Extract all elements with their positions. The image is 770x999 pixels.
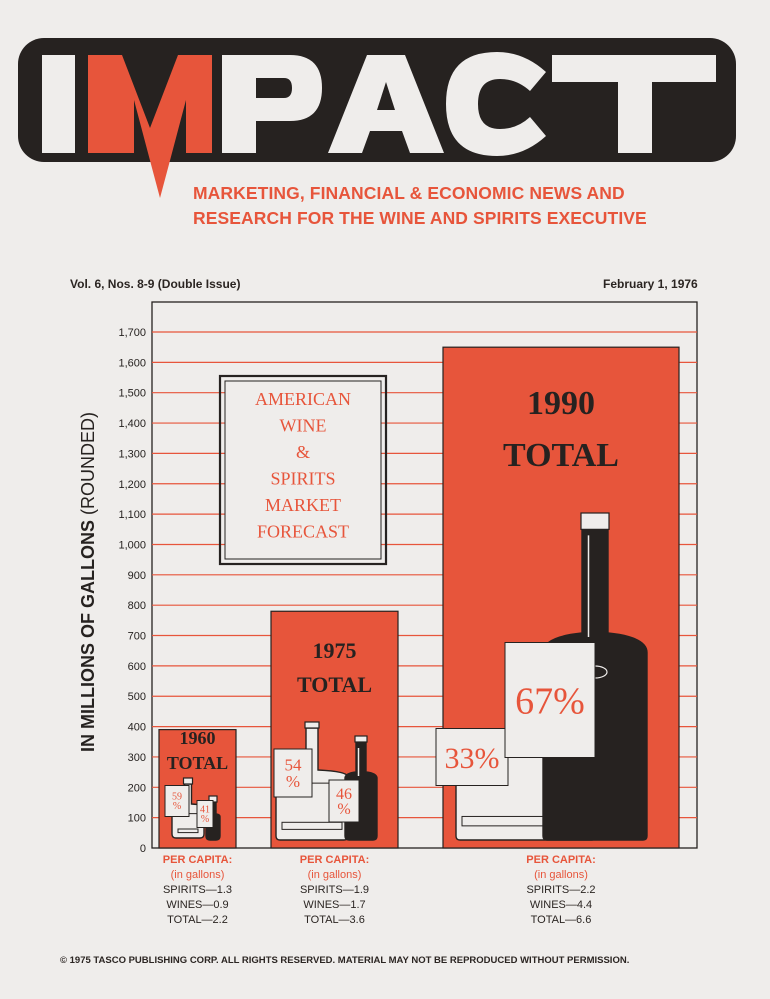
per-capita-wines: WINES—0.9	[166, 899, 229, 911]
per-capita-total: TOTAL—3.6	[304, 914, 365, 926]
bar-year-label: 1975	[312, 638, 357, 663]
y-tick-label: 1,400	[118, 418, 146, 431]
per-capita-1990	[501, 853, 621, 928]
bar-year-label: 1960	[179, 728, 216, 748]
wine-share-1990	[505, 643, 595, 758]
issue-number: Vol. 6, Nos. 8-9 (Double Issue)	[70, 277, 241, 291]
per-capita-total: TOTAL—2.2	[167, 914, 228, 926]
issue-date: February 1, 1976	[603, 277, 698, 291]
wine-share-1960-text: 41	[200, 804, 210, 816]
y-tick-label: 1,500	[118, 387, 146, 400]
chart-title-line: SPIRITS	[270, 468, 336, 489]
chart-title-box	[220, 376, 386, 564]
y-tick-label: 0	[139, 843, 146, 855]
wine-share-1990-text: 67%	[515, 680, 585, 723]
per-capita-total: TOTAL—6.6	[530, 914, 592, 926]
wine-share-1975	[329, 780, 359, 822]
wine-share-1960-text: %	[200, 814, 210, 826]
per-capita-wines: WINES—4.4	[529, 899, 593, 911]
spirits-bottle-1960-cap	[184, 778, 193, 784]
chart-title-line: FORECAST	[256, 521, 350, 542]
y-tick-label: 900	[127, 569, 146, 582]
y-tick-label: 500	[127, 691, 146, 704]
y-tick-label: 700	[127, 630, 146, 643]
per-capita-unit: (in gallons)	[534, 869, 588, 881]
per-capita-unit: (in gallons)	[307, 869, 362, 881]
bar-group-1990	[436, 347, 679, 848]
spirits-share-1975-text: %	[285, 771, 301, 791]
spirits-share-1960-text: 59	[172, 791, 182, 803]
per-capita-1975	[275, 853, 395, 928]
per-capita-spirits: SPIRITS—2.2	[526, 884, 596, 896]
copyright-footer: © 1975 TASCO PUBLISHING CORP. ALL RIGHTS RESERVED. MATERIAL MAY NOT BE REPRODUCED WITHOUT PERMISSION.	[60, 955, 630, 966]
y-tick-label: 400	[127, 721, 146, 734]
spirits-share-1990-text: 33%	[444, 741, 500, 775]
y-tick-label: 1,700	[118, 327, 146, 339]
y-tick-label: 800	[127, 600, 146, 613]
spirits-bottle-1975-cap	[305, 722, 319, 728]
bar-total-label: TOTAL	[503, 437, 619, 474]
wine-bottle-1990-cap	[581, 513, 609, 529]
chart-title-line: MARKET	[265, 495, 341, 515]
per-capita-heading: PER CAPITA:	[526, 854, 596, 866]
y-tick-label: 300	[127, 751, 146, 764]
per-capita-heading: PER CAPITA:	[162, 854, 233, 866]
y-axis-label	[78, 412, 98, 752]
y-tick-label: 1,000	[118, 539, 146, 552]
bar-group-1975	[271, 611, 398, 848]
y-tick-label: 1,600	[118, 357, 146, 370]
per-capita-wines: WINES—1.7	[303, 899, 366, 911]
y-tick-label: 600	[127, 660, 146, 673]
tagline-line-2: RESEARCH FOR THE WINE AND SPIRITS EXECUTIVE	[193, 208, 647, 228]
y-tick-label: 200	[127, 782, 146, 795]
per-capita-1960	[138, 853, 258, 928]
spirits-share-1960	[165, 786, 189, 817]
y-axis-label-paren: (ROUNDED)	[78, 412, 98, 515]
y-tick-label: 100	[127, 812, 146, 825]
wine-bottle-1975-cap	[355, 736, 367, 742]
bar-total-label: TOTAL	[297, 672, 372, 697]
spirits-share-1990	[436, 729, 508, 786]
y-tick-label: 1,200	[118, 478, 146, 491]
chart-title-line: WINE	[279, 415, 327, 436]
y-tick-label: 1,100	[118, 509, 146, 522]
chart-title-line: &	[295, 442, 311, 462]
wine-share-1975-text: 46	[336, 785, 352, 803]
wine-share-1960	[197, 801, 213, 828]
per-capita-spirits: SPIRITS—1.9	[299, 884, 370, 896]
bar-total-label: TOTAL	[166, 753, 229, 773]
y-tick-label: 1,300	[118, 448, 146, 461]
spirits-share-1960-text: %	[172, 800, 182, 812]
spirits-share-1975-text: 54	[284, 755, 302, 775]
bar-year-label: 1990	[527, 385, 595, 422]
chart-title-line: AMERICAN	[254, 389, 352, 409]
y-axis-label-main: IN MILLIONS OF GALLONS	[78, 515, 98, 752]
spirits-share-1975	[274, 749, 312, 797]
per-capita-unit: (in gallons)	[170, 869, 225, 881]
tagline-line-1: MARKETING, FINANCIAL & ECONOMIC NEWS AND	[193, 183, 625, 203]
per-capita-spirits: SPIRITS—1.3	[162, 884, 233, 896]
wine-share-1975-text: %	[337, 801, 351, 819]
per-capita-heading: PER CAPITA:	[299, 854, 370, 866]
bar-group-1960	[159, 728, 236, 848]
